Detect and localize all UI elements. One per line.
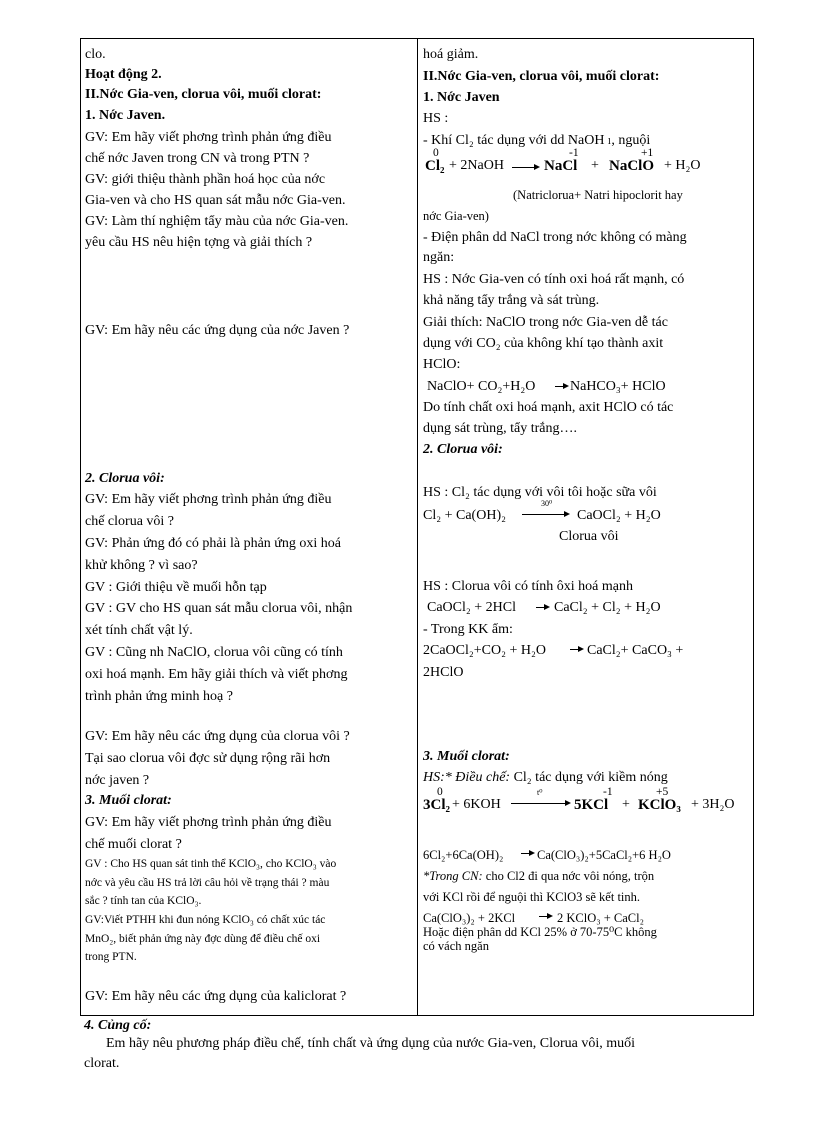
lesson-table <box>80 38 754 1016</box>
subsection-heading: 2. Clorua vôi: <box>423 442 503 457</box>
left-line: GV : Cho HS quan sát tinh thể KClO₃, cho KClO₃ vào <box>85 858 337 870</box>
reaction-arrow <box>512 167 536 168</box>
equation-term: + <box>591 158 599 173</box>
equation-term: Ca(ClO₃)₂ + 2KCl <box>423 911 516 925</box>
column-divider <box>417 39 418 1015</box>
right-line: với KCl rồi để nguội thì KClO3 sẽ kết tinh. <box>423 890 641 904</box>
right-line: Do tính chất oxi hoá mạnh, axit HClO có tác <box>423 400 674 415</box>
left-line: GV : Cũng nh NaClO, clorua vôi cũng có tính <box>85 645 343 660</box>
equation-term: + 3H₂O <box>691 797 735 812</box>
equation-term: + 6KOH <box>452 797 501 812</box>
footer-paragraph: clorat. <box>84 1056 120 1071</box>
equation-term: NaCl <box>544 158 578 174</box>
right-line: dụng với CO₂ của không khí tạo thành axit <box>423 336 664 351</box>
reaction-condition: t⁰ <box>537 788 543 797</box>
right-line: - Khí Cl₂ tác dụng với dd NaOH ₗ, nguội <box>423 133 651 148</box>
right-line: có vách ngăn <box>423 939 489 953</box>
equation-term: 5KCl <box>574 797 609 813</box>
left-line: trình phản ứng minh hoạ ? <box>85 689 233 704</box>
reaction-arrowhead <box>544 604 550 610</box>
right-line: - Điện phân dd NaCl trong nớc không có màng <box>423 230 687 245</box>
right-line: HS : Cl₂ tác dụng với vôi tôi hoặc sữa vôi <box>423 485 657 500</box>
left-line: GV: Em hãy nêu các ứng dụng của clorua vôi ? <box>85 729 350 744</box>
equation-term: + <box>622 797 630 812</box>
left-line: Tại sao clorua vôi đợc sử dụng rộng rãi hơn <box>85 751 331 766</box>
left-line: GV: giới thiệu thành phần hoá học của nớc <box>85 172 326 187</box>
left-line: nớc javen ? <box>85 773 150 788</box>
left-line: chế clorua vôi ? <box>85 514 175 529</box>
oxidation-number: -1 <box>569 147 579 159</box>
right-line <box>423 868 654 884</box>
equation-term: NaClO <box>609 158 654 174</box>
left-line: yêu cầu HS nêu hiện tợng và giải thích ? <box>85 235 313 250</box>
left-line: GV: Phản ứng đó có phải là phản ứng oxi hoá <box>85 536 341 551</box>
equation-term: CaOCl₂ + 2HCl <box>427 600 517 615</box>
right-line: (Natriclorua+ Natri hipoclorit hay <box>513 188 683 202</box>
right-line: HS : Clorua vôi có tính ôxi hoá mạnh <box>423 579 633 594</box>
right-line: HS : Nớc Gia-ven có tính oxi hoá rất mạnh, có <box>423 272 685 287</box>
equation-term: Cl₂ + Ca(OH)₂ <box>423 508 506 523</box>
right-line <box>423 770 668 786</box>
left-line: oxi hoá mạnh. Em hãy giải thích và viết phơng <box>85 667 348 682</box>
text-continuation: cho Cl2 đi qua nớc vôi nóng, trộn <box>482 869 655 883</box>
reaction-arrow <box>522 514 566 515</box>
oxidation-number: +1 <box>641 147 654 159</box>
equation-term: Ca(ClO₃)₂+5CaCl₂+6 H₂O <box>537 848 671 862</box>
label-trong-cn: *Trong CN: <box>423 869 483 883</box>
equation-term: + 2NaOH <box>449 158 504 173</box>
left-line: GV : GV cho HS quan sát mẫu clorua vôi, nhận <box>85 601 353 616</box>
reaction-arrowhead <box>565 800 571 806</box>
equation-term: NaHCO₃+ HClO <box>570 379 666 394</box>
right-line: nớc Gia-ven) <box>423 209 489 223</box>
reaction-arrowhead <box>564 511 570 517</box>
oxidation-number: +5 <box>656 786 669 798</box>
section-heading: II.Nớc Gia-ven, clorua vôi, muối clorat: <box>423 69 660 84</box>
equation-term: NaClO+ CO₂+H₂O <box>427 379 536 394</box>
left-line: chế nớc Javen trong CN và trong PTN ? <box>85 151 310 166</box>
left-line: clo. <box>85 47 106 62</box>
equation-term: CaCl₂ + Cl₂ + H₂O <box>554 600 661 615</box>
subsection-heading: 3. Muối clorat: <box>423 749 510 764</box>
left-line: khử không ? vì sao? <box>85 558 198 573</box>
text-continuation: Cl₂ tác dụng với kiềm nóng <box>510 770 668 785</box>
right-line: Hoặc điện phân dd KCl 25% ở 70-75⁰C không <box>423 925 657 939</box>
left-line: GV: Em hãy viết phơng trình phản ứng điều <box>85 130 332 145</box>
left-line: GV: Làm thí nghiệm tẩy màu của nớc Gia-ven. <box>85 214 349 229</box>
equation-term: 2HClO <box>423 665 464 680</box>
left-line: sắc ? tính tan của KClO₃. <box>85 895 202 907</box>
left-line: MnO₂, biết phản ứng này đợc dùng để điều chế oxi <box>85 933 321 945</box>
equation-term: CaCl₂+ CaCO₃ + <box>587 643 684 658</box>
left-line: xét tính chất vật lý. <box>85 623 193 638</box>
left-line: Gia-ven và cho HS quan sát mẫu nớc Gia-ven. <box>85 193 346 208</box>
left-line: GV:Viết PTHH khi đun nóng KClO₃ có chất xúc tác <box>85 914 326 926</box>
subsection-heading: 2. Clorua vôi: <box>85 471 165 486</box>
left-line: GV: Em hãy nêu các ứng dụng của kaliclorat ? <box>85 989 347 1004</box>
subsection-heading: 1. Nớc Javen. <box>85 108 166 123</box>
equation-term: 2 KClO₃ + CaCl₂ <box>557 911 644 925</box>
equation-term: KClO₃ <box>638 797 681 813</box>
label-dieu-che: HS:* Điều chế: <box>423 770 511 785</box>
left-line: GV: Em hãy viết phơng trình phản ứng điều <box>85 492 332 507</box>
left-line: trong PTN. <box>85 951 137 963</box>
left-line: GV : Giới thiệu về muối hỗn tạp <box>85 580 267 595</box>
reaction-arrow <box>511 803 567 804</box>
right-line: HS : <box>423 111 449 126</box>
right-line: khả năng tẩy trắng và sát trùng. <box>423 293 600 308</box>
right-line: Giải thích: NaClO trong nớc Gia-ven dễ tác <box>423 315 668 330</box>
reaction-condition: 30⁰ <box>541 499 553 508</box>
left-line: nớc và yêu cầu HS trả lời câu hỏi về trạng thái ? màu <box>85 877 330 889</box>
activity-heading: Hoạt động 2. <box>85 67 162 82</box>
equation-term: + H₂O <box>664 158 701 173</box>
equation-term: Cl₂ <box>425 158 445 174</box>
left-line: chế muối clorat ? <box>85 837 182 852</box>
reaction-arrowhead <box>578 646 584 652</box>
subsection-heading: 1. Nớc Javen <box>423 90 500 105</box>
right-line: hoá giảm. <box>423 47 479 62</box>
footer-paragraph: Em hãy nêu phương pháp điều chế, tính chất và ứng dụng của nước Gia-ven, Clorua vôi, muối <box>106 1036 635 1051</box>
right-line: - Trong KK ẩm: <box>423 622 513 637</box>
left-line: GV: Em hãy viết phơng trình phản ứng điều <box>85 815 332 830</box>
equation-term: 2CaOCl₂+CO₂ + H₂O <box>423 643 546 658</box>
reaction-arrowhead <box>547 913 553 919</box>
right-line: HClO: <box>423 357 461 372</box>
section-heading: II.Nớc Gia-ven, clorua vôi, muối clorat: <box>85 87 322 102</box>
equation-term: CaOCl₂ + H₂O <box>577 508 661 523</box>
oxidation-number: -1 <box>603 786 613 798</box>
oxidation-number: 0 <box>433 147 439 159</box>
right-line: ngăn: <box>423 250 455 265</box>
subsection-heading: 3. Muối clorat: <box>85 793 172 808</box>
footer-heading: 4. Củng cố: <box>84 1018 152 1033</box>
reaction-arrowhead <box>529 850 535 856</box>
oxidation-number: 0 <box>437 786 443 798</box>
reaction-arrowhead <box>563 383 569 389</box>
reaction-arrowhead <box>534 164 540 170</box>
right-line: dụng sát trùng, tẩy trắng…. <box>423 421 577 436</box>
equation-term: 3Cl₂ <box>423 797 450 813</box>
product-label: Clorua vôi <box>559 529 619 544</box>
equation-term: 6Cl₂+6Ca(OH)₂ <box>423 848 504 862</box>
left-line: GV: Em hãy nêu các ứng dụng của nớc Javen ? <box>85 323 350 338</box>
